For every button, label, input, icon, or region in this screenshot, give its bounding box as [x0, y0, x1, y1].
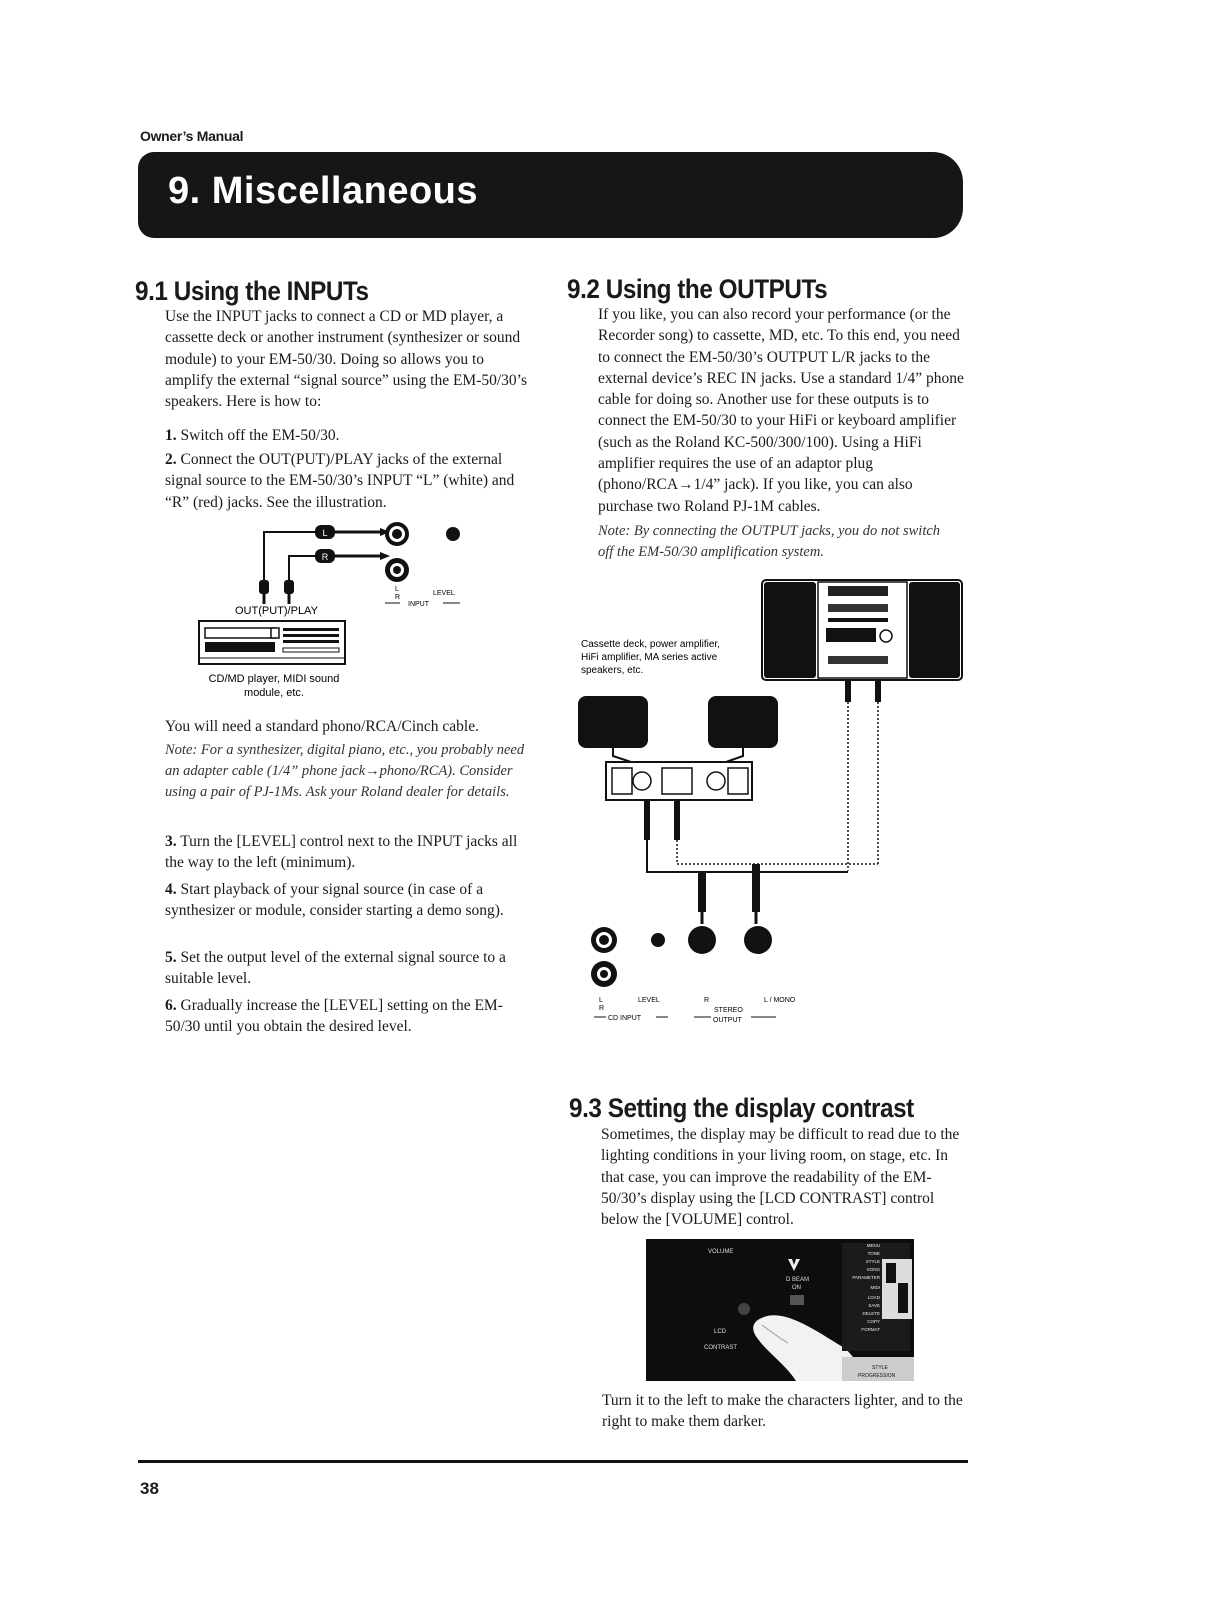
photo-menu-item: PARAMETER: [852, 1275, 880, 1280]
photo-lcd-label: LCD: [714, 1329, 727, 1335]
step-text: Turn the [LEVEL] control next to the INPUT jacks all the way to the left (minimum).: [165, 833, 518, 872]
level-knob: [446, 527, 460, 541]
s91-step-5: [165, 947, 535, 990]
s92-body: If you like, you can also record your performance (or the Recorder song) to cassette, MD, etc. To this end, you need to connect the EM-50/30’s OUTPUT L/R jacks to the external device’s REC IN jacks. Use a standard 1/4” phone cable for doing so. Another use for these outputs is to connect the EM-50/30 to your HiFi or keyboard amplifier (such as the Roland KC-500/300/100). Using a HiFi amplifier requires the use of an adaptor plug (phono/RCA→1/4” jack). If you like, you can also purchase two Roland PJ-1M cables.: [598, 306, 964, 515]
jack-l-label: L: [395, 586, 399, 593]
cd-level-label: LEVEL: [638, 997, 660, 1004]
s92-caption-line3: speakers, etc.: [581, 665, 644, 676]
photo-menu-item: MIDI: [870, 1285, 880, 1290]
plug-l-label: L: [322, 528, 328, 538]
output-label: OUTPUT: [713, 1017, 742, 1024]
step-text: Connect the OUT(PUT)/PLAY jacks of the external signal source to the EM-50/30’s INPUT “L” (white) and “R” (red) jacks. See the illustration.: [165, 451, 515, 511]
s91-intro: Use the INPUT jacks to connect a CD or MD player, a cassette deck or another instrument (synthesizer or sound module) to your EM-50/30. Doing so allows you to amplify the external “signal source” using the EM-50/30’s speakers. Here is how to:: [165, 308, 528, 411]
input-diagram: [195, 518, 495, 708]
cd-jack-r-label: R: [599, 1005, 605, 1012]
cd-level-knob: [651, 933, 665, 947]
running-head: Owner’s Manual: [140, 128, 244, 144]
stereo-speaker-right: [909, 582, 960, 678]
photo-menu-item: FORMAT: [861, 1327, 880, 1332]
level-label: LEVEL: [433, 590, 455, 597]
photo-menu-item: SAVE: [868, 1303, 880, 1308]
output-connection-figure: [576, 576, 968, 1028]
step-number: 2.: [165, 451, 177, 468]
cd-input-label: CD INPUT: [608, 1015, 642, 1022]
lcd-photo-illustration: [646, 1239, 914, 1381]
s92-caption-line1: Cassette deck, power amplifier,: [581, 639, 720, 650]
photo-menu-item: LOAD: [867, 1295, 880, 1300]
jack-r-label: R: [395, 594, 401, 601]
outplay-label: OUT(PUT)/PLAY: [235, 605, 318, 617]
s91-cable-text: You will need a standard phono/RCA/Cinch cable.: [165, 718, 479, 735]
plug-r-label: R: [321, 552, 329, 562]
photo-style-prog-label: STYLE: [872, 1365, 888, 1371]
s91-step-4: [165, 879, 535, 922]
s92-note: Note: By connecting the OUTPUT jacks, you do not switch off the EM-50/30 amplification system.: [598, 523, 941, 560]
s91-step-1: [165, 425, 535, 446]
photo-dbeam-label: D BEAM: [786, 1277, 810, 1283]
photo-on-label: ON: [792, 1285, 801, 1291]
photo-menu-item: SONG: [866, 1267, 880, 1272]
chapter-title: 9. Miscellaneous: [168, 170, 479, 212]
output-jack-r: [688, 926, 716, 954]
s91-step-6: [165, 995, 535, 1038]
step-number: 3.: [165, 833, 177, 850]
s93-after-text: Turn it to the left to make the characters lighter, and to the right to make them darker.: [602, 1392, 963, 1431]
photo-menu-item: COPY: [867, 1319, 880, 1324]
photo-menu-item: MENU: [866, 1243, 880, 1248]
out-lmono-label: L / MONO: [764, 997, 796, 1004]
s92-caption-line2: HiFi amplifier, MA series active: [581, 652, 718, 663]
output-jack-l-mono: [744, 926, 772, 954]
photo-menu-item: STYLE: [865, 1259, 880, 1264]
section-9-1-heading: 9.1 Using the INPUTs: [135, 276, 369, 306]
cd-caption-line2: module, etc.: [244, 687, 304, 699]
section-9-3-heading: 9.3 Setting the display contrast: [569, 1093, 914, 1123]
step-number: 1.: [165, 427, 177, 444]
s91-step-2: [165, 449, 535, 513]
footer-rule: [138, 1460, 968, 1463]
step-number: 5.: [165, 949, 177, 966]
cd-caption-line1: CD/MD player, MIDI sound: [208, 673, 340, 685]
input-label: INPUT: [408, 601, 429, 608]
active-speaker-left: [578, 696, 648, 748]
s93-body: Sometimes, the display may be difficult to read due to the lighting conditions in your living room, on stage, etc. In that case, you can improve the readability of the EM-50/30’s display using the [LCD CONTRAST] control below the [VOLUME] control.: [601, 1126, 960, 1229]
photo-volume-label: VOLUME: [708, 1249, 734, 1255]
step-text: Switch off the EM-50/30.: [180, 427, 340, 444]
chapter-banner: [138, 152, 963, 238]
stereo-speaker-left: [764, 582, 816, 678]
step-number: 4.: [165, 881, 177, 898]
out-r-label: R: [704, 997, 710, 1004]
s91-step-3: [165, 831, 535, 874]
photo-menu-item: TONE: [867, 1251, 880, 1256]
output-diagram: [576, 576, 968, 1028]
step-text: Start playback of your signal source (in case of a synthesizer or module, consider starting a demo song).: [165, 881, 504, 920]
cd-jack-l-label: L: [599, 997, 603, 1004]
photo-contrast-label: CONTRAST: [704, 1345, 737, 1351]
page-number: 38: [140, 1479, 159, 1498]
step-number: 6.: [165, 997, 177, 1014]
step-text: Gradually increase the [LEVEL] setting on the EM-50/30 until you obtain the desired level.: [165, 997, 503, 1036]
lcd-contrast-photo: [646, 1239, 914, 1381]
photo-menu-item: DELETE: [862, 1311, 880, 1316]
s91-note: Note: For a synthesizer, digital piano, etc., you probably need an adapter cable (1/4” phone jack→phono/RCA). Consider using a pair of PJ-1Ms. Ask your Roland dealer for details.: [165, 742, 525, 800]
input-connection-figure: [195, 518, 495, 708]
section-9-2-heading: 9.2 Using the OUTPUTs: [567, 274, 828, 304]
active-speaker-right: [708, 696, 778, 748]
step-text: Set the output level of the external signal source to a suitable level.: [165, 949, 506, 988]
stereo-label: STEREO: [714, 1007, 743, 1014]
svg-text:PROGRESSION: PROGRESSION: [858, 1373, 896, 1379]
